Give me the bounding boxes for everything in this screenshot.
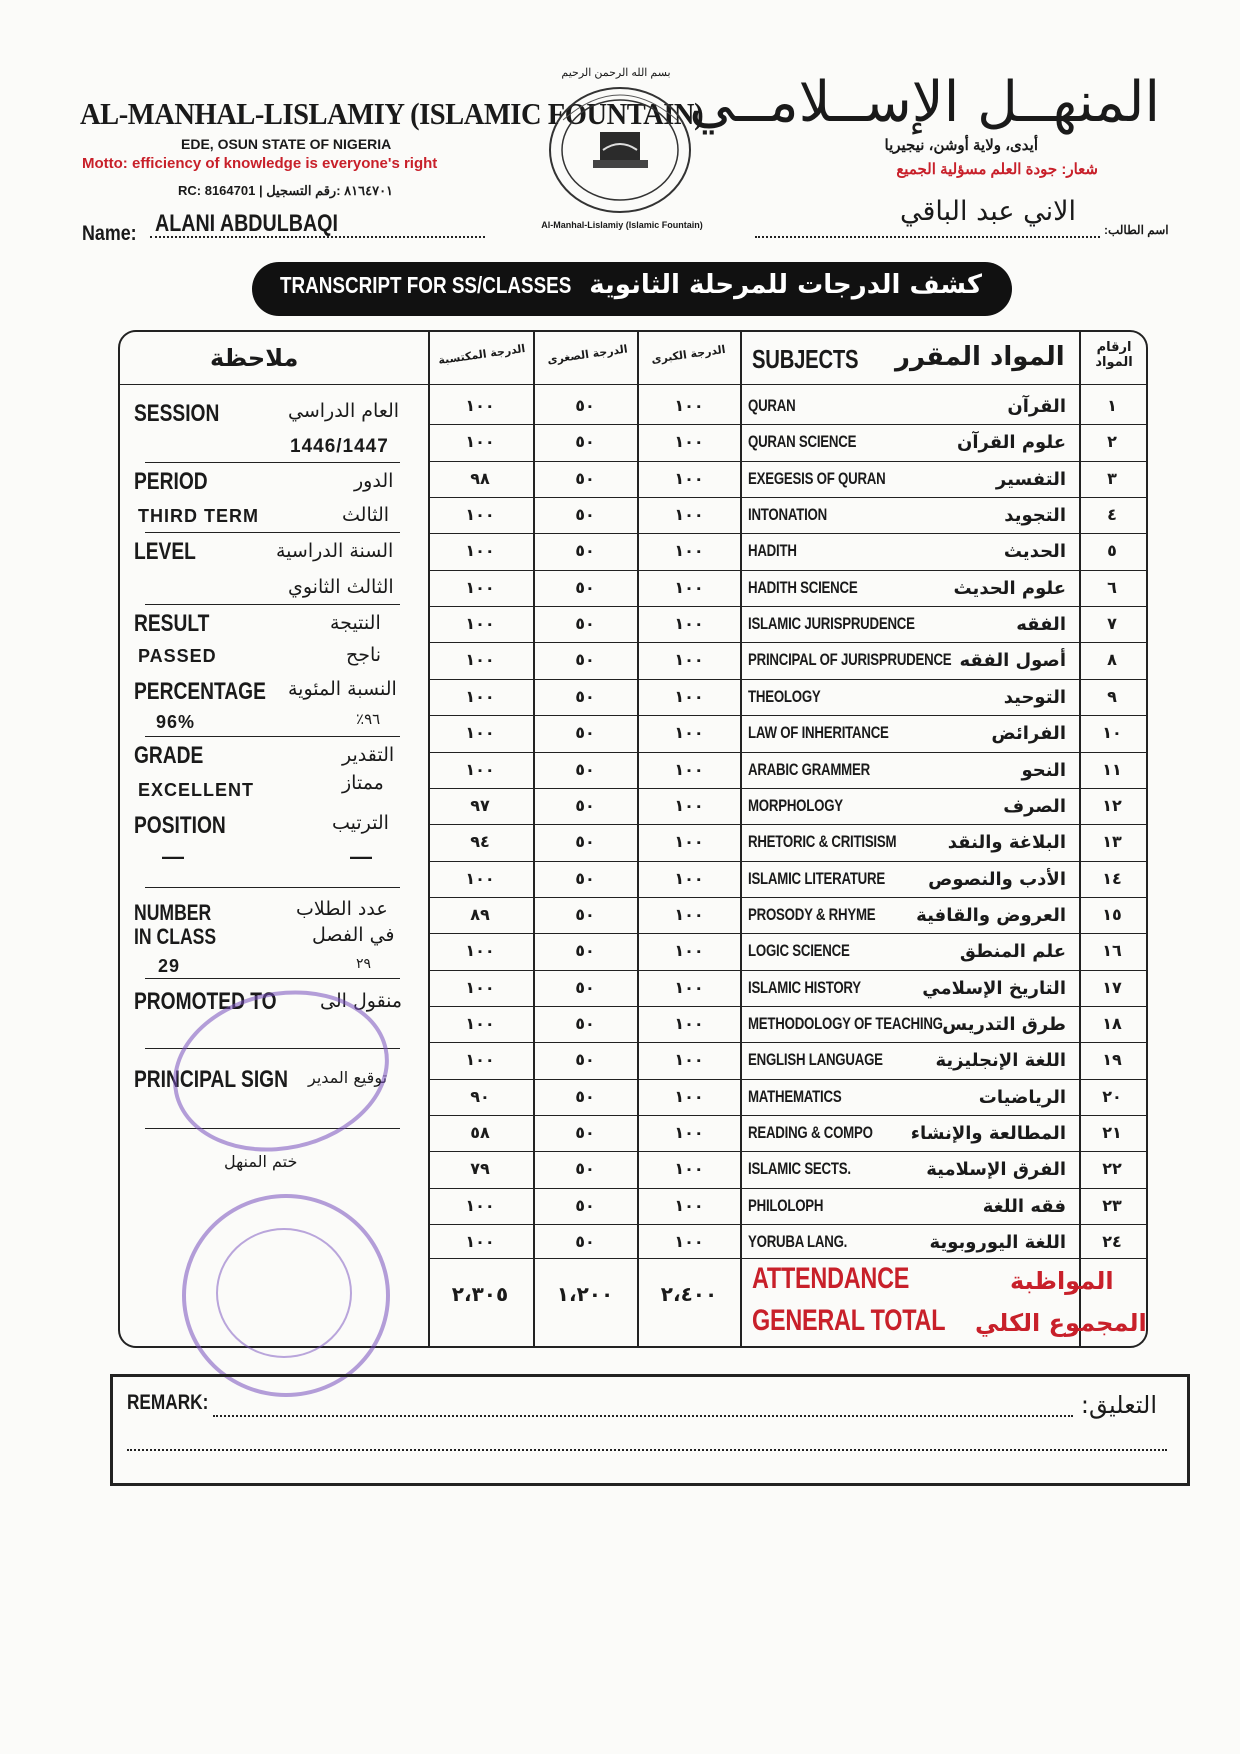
obtained-score: ١٠٠ <box>465 686 495 706</box>
obtained-score: ١٠٠ <box>465 650 495 670</box>
min-score: ٥٠ <box>575 396 595 415</box>
subject-name-ar: علم المنطق <box>959 941 1066 963</box>
number-value-en: 29 <box>158 956 181 976</box>
subject-name-ar: الحديث <box>1003 541 1066 563</box>
subject-number: ١٧ <box>1102 977 1122 997</box>
subject-number: ١٩ <box>1102 1050 1122 1070</box>
max-score: ١٠٠ <box>674 505 704 525</box>
obtained-score: ١٠٠ <box>465 432 495 452</box>
subject-name-ar: النحو <box>1021 759 1066 781</box>
percentage-value-ar: ٩٦٪ <box>356 710 381 728</box>
subject-name-en: METHODOLOGY OF TEACHING <box>748 1013 943 1033</box>
period-value-en: THIRD TERM <box>138 506 259 526</box>
subject-name-ar: الصرف <box>1003 795 1066 817</box>
table-row <box>428 897 1146 898</box>
number-label-en-2: IN CLASS <box>134 924 217 949</box>
subject-number: ٩ <box>1107 686 1117 706</box>
position-label-en: POSITION <box>134 812 226 839</box>
subject-name-en: ISLAMIC HISTORY <box>748 977 861 997</box>
table-row <box>428 679 1146 680</box>
subject-name-en: THEOLOGY <box>748 686 821 706</box>
subject-number: ٤ <box>1107 505 1117 525</box>
max-score: ١٠٠ <box>674 541 704 561</box>
subject-name-en: YORUBA LANG. <box>748 1232 848 1252</box>
max-score: ١٠٠ <box>674 941 704 961</box>
min-score: ٥٠ <box>575 941 595 961</box>
percentage-label-en: PERCENTAGE <box>134 678 266 705</box>
logo-emblem-icon <box>533 80 708 240</box>
number-label-ar-1: عدد الطلاب <box>296 898 388 920</box>
remark-label-ar: التعليق: <box>1080 1391 1157 1419</box>
subject-name-en: ENGLISH LANGUAGE <box>748 1050 883 1070</box>
max-score: ١٠٠ <box>674 832 704 852</box>
header-obtained: الدرجة المكتسبة <box>437 341 527 368</box>
subject-name-ar: فقه اللغة <box>982 1195 1066 1217</box>
table-row <box>428 642 1146 643</box>
subject-name-ar: المطالعة والإنشاء <box>910 1123 1066 1144</box>
subject-number: ٢٣ <box>1102 1195 1122 1215</box>
number-label-ar-2: في الفصل <box>312 924 395 946</box>
obtained-score: ٩٤ <box>470 832 490 852</box>
header-max: الدرجة الكبرى <box>650 342 727 367</box>
period-label-en: PERIOD <box>134 468 208 495</box>
min-score: ٥٠ <box>575 759 595 779</box>
subject-number: ٢٤ <box>1102 1232 1122 1252</box>
table-row <box>428 933 1146 934</box>
attendance-en: ATTENDANCE <box>752 1262 910 1295</box>
total-max: ٢،٤٠٠ <box>660 1282 718 1306</box>
subject-name-en: READING & COMPO <box>748 1123 873 1142</box>
obtained-score: ١٠٠ <box>465 977 495 997</box>
subject-name-ar: أصول الفقه <box>959 650 1066 672</box>
subject-name-ar: الرياضيات <box>978 1086 1066 1108</box>
obtained-score: ١٠٠ <box>465 541 495 561</box>
remark-line-2[interactable] <box>127 1449 1167 1451</box>
position-value-en: — <box>162 844 185 869</box>
total-obtained: ٢،٣٠٥ <box>451 1282 509 1306</box>
obtained-score: ١٠٠ <box>465 505 495 525</box>
subject-name-ar: التفسير <box>995 468 1066 490</box>
max-score: ١٠٠ <box>674 977 704 997</box>
student-name-ar: الاني عبد الباقي <box>900 196 1077 227</box>
name-label: Name: <box>82 222 137 245</box>
subject-name-en: HADITH SCIENCE <box>748 577 858 597</box>
max-score: ١٠٠ <box>674 650 704 670</box>
subject-number: ١٨ <box>1102 1013 1122 1033</box>
min-score: ٥٠ <box>575 650 595 670</box>
subject-name-ar: القرآن <box>1007 396 1066 417</box>
subject-name-en: QURAN SCIENCE <box>748 432 857 452</box>
subject-name-ar: الفرق الإسلامية <box>926 1159 1066 1181</box>
min-score: ٥٠ <box>575 614 595 634</box>
subject-number: ١ <box>1107 396 1117 415</box>
obtained-score: ١٠٠ <box>465 1050 495 1070</box>
subject-name-ar: التجويد <box>1004 505 1066 527</box>
grade-label-en: GRADE <box>134 742 204 769</box>
subject-number: ١٣ <box>1102 832 1122 852</box>
subject-name-en: ISLAMIC JURISPRUDENCE <box>748 614 915 634</box>
table-row <box>428 861 1146 862</box>
subject-name-ar: التوحيد <box>1003 686 1066 708</box>
attendance-ar: المواظبة <box>1010 1267 1114 1295</box>
subject-number: ١٤ <box>1102 868 1122 888</box>
school-name-ar: المنهــل الإســلامــي <box>689 70 1160 135</box>
position-value-ar: — <box>350 844 373 869</box>
school-logo <box>533 80 708 240</box>
student-name-en: ALANI ABDULBAQI <box>155 210 338 237</box>
obtained-score: ٨٩ <box>470 904 490 924</box>
obtained-score: ١٠٠ <box>465 614 495 634</box>
table-row <box>428 570 1146 571</box>
min-score: ٥٠ <box>575 1232 595 1252</box>
subject-name-ar: الفقه <box>1016 614 1066 636</box>
header-subjects-ar: المواد المقرر <box>895 342 1065 372</box>
subject-name-ar: علوم الحديث <box>953 577 1066 599</box>
subject-name-en: PHILOLOPH <box>748 1195 824 1215</box>
min-score: ٥٠ <box>575 1195 595 1215</box>
obtained-score: ٥٨ <box>470 1123 490 1142</box>
result-label-ar: النتيجة <box>330 612 381 634</box>
subject-name-ar: اللغة اليوروبوية <box>929 1232 1066 1254</box>
subject-number: ٦ <box>1107 577 1117 597</box>
grade-value-en: EXCELLENT <box>138 780 255 800</box>
period-label-ar: الدور <box>354 470 394 492</box>
max-score: ١٠٠ <box>674 1050 704 1070</box>
min-score: ٥٠ <box>575 795 595 815</box>
min-score: ٥٠ <box>575 977 595 997</box>
general-total-ar: المجموع الكلي <box>975 1309 1147 1337</box>
subject-name-en: LOGIC SCIENCE <box>748 941 850 961</box>
max-score: ١٠٠ <box>674 432 704 452</box>
subject-number: ٢ <box>1107 432 1117 452</box>
obtained-score: ١٠٠ <box>465 759 495 779</box>
max-score: ١٠٠ <box>674 468 704 488</box>
obtained-score: ١٠٠ <box>465 396 495 415</box>
obtained-score: ٩٠ <box>470 1086 490 1106</box>
subject-name-en: ISLAMIC SECTS. <box>748 1159 851 1179</box>
obtained-score: ٩٨ <box>470 468 490 488</box>
table-row <box>428 1224 1146 1225</box>
table-row <box>428 1006 1146 1007</box>
subject-number: ١٦ <box>1102 941 1122 961</box>
school-motto-en: Motto: efficiency of knowledge is everyone's right <box>82 155 438 172</box>
table-row <box>428 1079 1146 1080</box>
subject-number: ٧ <box>1107 614 1117 634</box>
result-value-en: PASSED <box>138 646 217 666</box>
level-label-en: LEVEL <box>134 538 196 565</box>
obtained-score: ١٠٠ <box>465 723 495 743</box>
max-score: ١٠٠ <box>674 759 704 779</box>
subject-name-ar: الفرائض <box>991 723 1066 745</box>
subject-name-ar: علوم القرآن <box>956 432 1066 454</box>
grade-label-ar: التقدير <box>342 744 395 766</box>
min-score: ٥٠ <box>575 468 595 488</box>
remark-box <box>110 1374 1190 1486</box>
subject-name-en: PRINCIPAL OF JURISPRUDENCE <box>748 650 952 670</box>
subject-name-ar: طرق التدريس <box>942 1013 1066 1035</box>
min-score: ٥٠ <box>575 432 595 452</box>
obtained-score: ٩٧ <box>470 795 490 815</box>
max-score: ١٠٠ <box>674 614 704 634</box>
obtained-score: ١٠٠ <box>465 941 495 961</box>
session-label-ar: العام الدراسي <box>288 400 400 422</box>
subject-name-ar: التاريخ الإسلامي <box>922 977 1066 999</box>
subject-name-ar: البلاغة والنقد <box>947 832 1066 854</box>
obtained-score: ١٠٠ <box>465 577 495 597</box>
table-row <box>428 752 1146 753</box>
subject-name-en: INTONATION <box>748 505 827 525</box>
min-score: ٥٠ <box>575 577 595 597</box>
result-label-en: RESULT <box>134 610 210 637</box>
min-score: ٥٠ <box>575 686 595 706</box>
school-location-en: EDE, OSUN STATE OF NIGERIA <box>181 136 392 152</box>
registration-number: RC: 8164701 | ٨١٦٤٧٠١ :رقم التسجيل <box>178 183 394 198</box>
number-label-en-1: NUMBER <box>134 900 212 925</box>
school-location-ar: أيدى، ولاية أوشن، نيجيريا <box>884 137 1038 154</box>
subject-number: ٥ <box>1107 541 1117 561</box>
position-label-ar: الترتيب <box>332 812 389 834</box>
max-score: ١٠٠ <box>674 1123 704 1142</box>
percentage-value-en: 96% <box>156 712 196 732</box>
header-remarks: ملاحظة <box>210 344 299 372</box>
obtained-score: ٧٩ <box>470 1159 490 1179</box>
header-subjects-en: SUBJECTS <box>752 344 859 374</box>
table-row <box>428 461 1146 462</box>
subject-name-en: MORPHOLOGY <box>748 795 843 815</box>
subject-name-en: LAW OF INHERITANCE <box>748 723 889 743</box>
promoted-label-ar: منقول الى <box>320 990 403 1012</box>
school-seal-icon <box>182 1194 390 1397</box>
obtained-score: ١٠٠ <box>465 1013 495 1033</box>
table-row <box>428 424 1146 425</box>
subject-number: ١٥ <box>1102 904 1122 924</box>
subject-number: ٢٢ <box>1102 1159 1122 1179</box>
min-score: ٥٠ <box>575 1013 595 1033</box>
subject-name-en: QURAN <box>748 396 796 415</box>
min-score: ٥٠ <box>575 1086 595 1106</box>
max-score: ١٠٠ <box>674 795 704 815</box>
max-score: ١٠٠ <box>674 577 704 597</box>
table-row <box>428 1151 1146 1152</box>
min-score: ٥٠ <box>575 505 595 525</box>
session-label-en: SESSION <box>134 400 220 427</box>
min-score: ٥٠ <box>575 904 595 924</box>
header-numbers: ارقام المواد <box>1095 340 1133 370</box>
transcript-table <box>118 330 1148 1348</box>
remark-label-en: REMARK: <box>127 1391 209 1414</box>
promoted-label-en: PROMOTED TO <box>134 988 277 1015</box>
max-score: ١٠٠ <box>674 868 704 888</box>
min-score: ٥٠ <box>575 723 595 743</box>
table-row <box>428 824 1146 825</box>
result-value-ar: ناجح <box>346 644 382 666</box>
remark-line-1[interactable] <box>213 1415 1073 1417</box>
ar-name-label: اسم الطالب: <box>1104 223 1169 237</box>
seal-label-ar: ختم المنهل <box>224 1152 298 1171</box>
ar-name-underline <box>755 236 1100 238</box>
min-score: ٥٠ <box>575 541 595 561</box>
subject-name-en: ARABIC GRAMMER <box>748 759 870 779</box>
min-score: ٥٠ <box>575 832 595 852</box>
max-score: ١٠٠ <box>674 1232 704 1252</box>
table-row <box>428 970 1146 971</box>
subject-name-ar: اللغة الإنجليزية <box>935 1050 1066 1072</box>
min-score: ٥٠ <box>575 1050 595 1070</box>
max-score: ١٠٠ <box>674 723 704 743</box>
subject-number: ١٠ <box>1102 723 1122 743</box>
subject-number: ١٢ <box>1102 795 1122 815</box>
max-score: ١٠٠ <box>674 686 704 706</box>
basmala: بسم الله الرحمن الرحيم <box>561 67 671 79</box>
number-value-ar: ٢٩ <box>356 956 372 972</box>
level-value-ar: الثالث الثانوي <box>288 576 394 598</box>
table-row <box>428 1188 1146 1189</box>
table-row <box>428 606 1146 607</box>
banner-title-ar: كشف الدرجات للمرحلة الثانوية <box>589 270 982 300</box>
principal-sign-label-ar: توقيع المدير <box>308 1068 388 1087</box>
obtained-score: ١٠٠ <box>465 868 495 888</box>
min-score: ٥٠ <box>575 868 595 888</box>
session-value: 1446/1447 <box>290 436 389 457</box>
general-total-en: GENERAL TOTAL <box>752 1304 946 1337</box>
header-min: الدرجة الصغرى <box>546 342 629 367</box>
max-score: ١٠٠ <box>674 1086 704 1106</box>
subject-number: ٢١ <box>1102 1123 1122 1142</box>
subject-number: ٣ <box>1107 468 1117 488</box>
max-score: ١٠٠ <box>674 1195 704 1215</box>
subject-number: ٨ <box>1107 650 1117 670</box>
subject-name-en: HADITH <box>748 541 797 561</box>
obtained-score: ١٠٠ <box>465 1195 495 1215</box>
subject-number: ٢٠ <box>1102 1086 1122 1106</box>
subject-name-ar: الأدب والنصوص <box>928 868 1066 890</box>
table-row <box>428 1115 1146 1116</box>
table-row <box>428 533 1146 534</box>
subject-name-en: EXEGESIS OF QURAN <box>748 468 886 488</box>
subject-name-en: RHETORIC & CRITISISM <box>748 832 897 852</box>
principal-sign-label-en: PRINCIPAL SIGN <box>134 1066 288 1093</box>
max-score: ١٠٠ <box>674 1159 704 1179</box>
school-motto-ar: شعار: جودة العلم مسؤلية الجميع <box>896 161 1098 178</box>
transcript-banner <box>252 262 1012 316</box>
max-score: ١٠٠ <box>674 904 704 924</box>
subject-name-en: PROSODY & RHYME <box>748 904 876 924</box>
obtained-score: ١٠٠ <box>465 1232 495 1252</box>
subject-name-ar: العروض والقافية <box>916 904 1066 926</box>
min-score: ٥٠ <box>575 1159 595 1179</box>
max-score: ١٠٠ <box>674 396 704 415</box>
min-score: ٥٠ <box>575 1123 595 1142</box>
level-label-ar: السنة الدراسية <box>276 540 394 562</box>
school-name-en: AL-MANHAL-LISLAMIY (ISLAMIC FOUNTAIN) <box>80 96 704 131</box>
subject-name-en: MATHEMATICS <box>748 1086 842 1106</box>
period-value-ar: الثالث <box>342 504 390 526</box>
table-row <box>428 788 1146 789</box>
percentage-label-ar: النسبة المئوية <box>288 678 397 700</box>
logo-caption: Al-Manhal-Lislamiy (Islamic Fountain) <box>541 220 703 230</box>
table-row <box>428 497 1146 498</box>
table-row <box>428 1042 1146 1043</box>
subject-number: ١١ <box>1102 759 1122 779</box>
grade-value-ar: ممتاز <box>342 772 384 794</box>
max-score: ١٠٠ <box>674 1013 704 1033</box>
total-min: ١،٢٠٠ <box>556 1282 614 1306</box>
subject-name-en: ISLAMIC LITERATURE <box>748 868 885 888</box>
banner-title-en: TRANSCRIPT FOR SS/CLASSES <box>280 272 572 298</box>
table-row <box>428 715 1146 716</box>
